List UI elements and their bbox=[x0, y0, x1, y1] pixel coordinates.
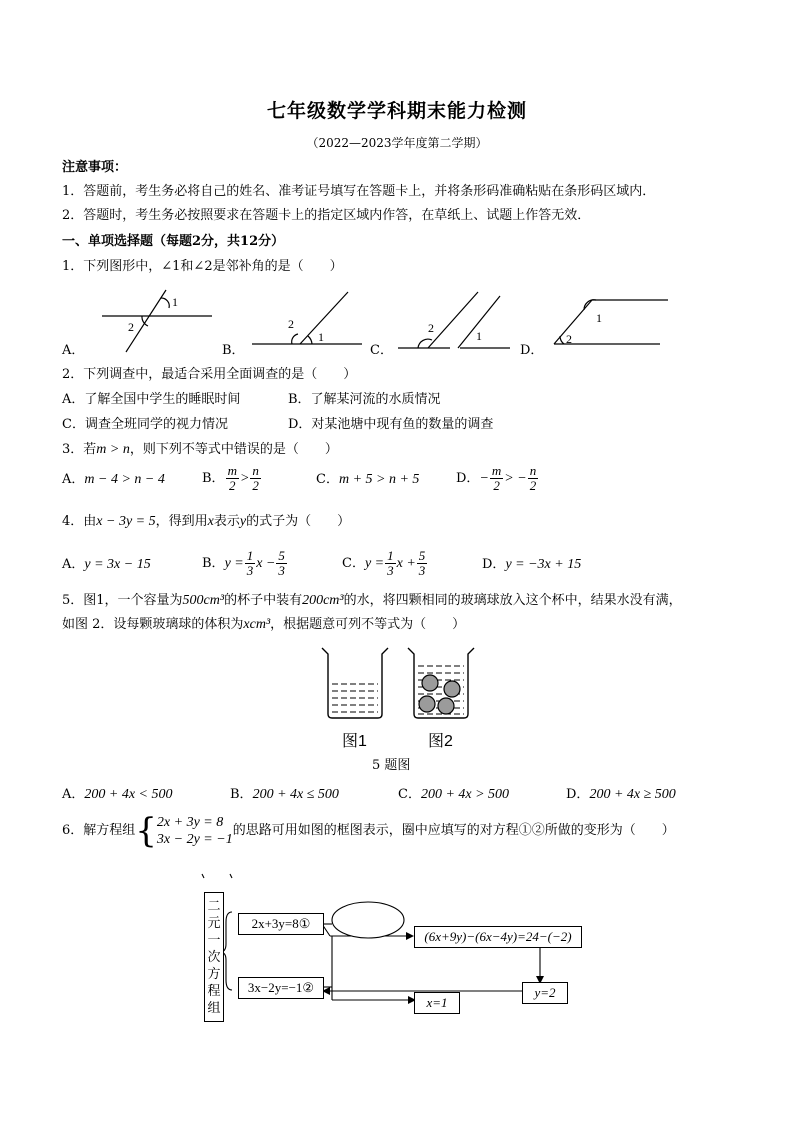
q6-eq1: 2x + 3y = 8 bbox=[156, 815, 224, 830]
q1-b-label-2: 2 bbox=[288, 317, 294, 331]
q4-option-c: C． y = $\frac{1}{3}$ x + $\frac{5}{3}$ bbox=[342, 548, 426, 578]
q6-flowchart-lines bbox=[196, 872, 596, 1032]
q5-option-b: B．200 + 4x ≤ 500 bbox=[230, 787, 339, 802]
page-title: 七年级数学学科期末能力检测 bbox=[266, 100, 527, 122]
q3-option-c: C．m + 5 > n + 5 bbox=[316, 472, 420, 487]
notes-item-1: 1．答题前，考生务必将自己的姓名、准考证号填写在答题卡上，并将条形码准确粘贴在条形码区域内． bbox=[62, 184, 656, 199]
q2-option-c: C．调查全班同学的视力情况 bbox=[62, 417, 228, 432]
notes-heading: 注意事项： bbox=[62, 160, 128, 175]
q2-option-b: B．了解某河流的水质情况 bbox=[288, 392, 441, 407]
notes-item-2: 2．答题时，考生务必按照要求在答题卡上的指定区域内作答，在草纸上、试题上作答无效． bbox=[62, 208, 591, 223]
q2-stem: 2．下列调查中，最适合采用全面调查的是（ ） bbox=[62, 367, 357, 382]
q6-box-eq1: 2x+3y=8① bbox=[238, 913, 324, 935]
q1-option-b: B． bbox=[222, 343, 245, 358]
q5-option-a: A．200 + 4x < 500 bbox=[62, 787, 173, 802]
q4-stem: 4．由x − 3y = 5，得到用x表示y的式子为（ ） bbox=[62, 514, 351, 529]
q1-option-c: C． bbox=[370, 343, 393, 358]
q1-stem: 1．下列图形中，∠1和∠2是邻补角的是（ ） bbox=[62, 259, 343, 274]
q3-stem: 3．若m > n，则下列不等式中错误的是（ ） bbox=[62, 442, 338, 457]
q5-cups-figure bbox=[316, 644, 486, 724]
q3-option-d: D． − $\frac{m}{2}$ > − $\frac{n}{2}$ bbox=[456, 463, 537, 493]
q6-eq2: 3x − 2y = −1 bbox=[156, 832, 233, 847]
q6-box-x: x=1 bbox=[414, 992, 460, 1014]
q4-option-b: B． y = $\frac{1}{3}$ x − $\frac{5}{3}$ bbox=[202, 548, 285, 578]
section-heading-1: 一、单项选择题（每题2分，共12分） bbox=[62, 234, 285, 249]
page-subtitle: （2022—2023学年度第二学期） bbox=[306, 136, 488, 150]
q5-option-c: C．200 + 4x > 500 bbox=[398, 787, 510, 802]
q3-condition: m > n bbox=[96, 442, 130, 457]
q6-side-label: 二 元 一 次 方 程 组 bbox=[204, 892, 224, 1022]
q2-option-d: D．对某池塘中现有鱼的数量的调查 bbox=[288, 417, 494, 432]
q1-c-label-1: 1 bbox=[476, 329, 482, 343]
q1-figures bbox=[60, 286, 740, 360]
q1-b-label-1: 1 bbox=[318, 330, 324, 344]
q1-c-label-2: 2 bbox=[428, 321, 434, 335]
q6-box-combined: (6x+9y)−(6x−4y)=24−(−2) bbox=[414, 926, 582, 948]
q6-box-eq2: 3x−2y=−1② bbox=[238, 977, 324, 999]
q1-a-label-1: 1 bbox=[172, 295, 178, 309]
q5-line-1: 5．图1，一个容量为500cm³的杯子中装有200cm³的水，将四颗相同的玻璃球放入这个杯中，结果水没有满， bbox=[62, 593, 682, 608]
q1-a-label-2: 2 bbox=[128, 320, 134, 334]
q4-option-a: A．y = 3x − 15 bbox=[62, 557, 151, 572]
q3-option-b: B． $\frac{m}{2}$ > $\frac{n}{2}$ bbox=[202, 463, 259, 493]
q2-option-a: A．了解全国中学生的睡眠时间 bbox=[62, 392, 241, 407]
q5-option-d: D．200 + 4x ≥ 500 bbox=[566, 787, 676, 802]
q4-option-d: D．y = −3x + 15 bbox=[482, 557, 582, 572]
q1-d-label-1: 1 bbox=[596, 311, 602, 325]
q5-fig1-label: 图1 bbox=[342, 733, 367, 750]
q5-line-2: 如图 2．设每颗玻璃球的体积为xcm³，根据题意可列不等式为（ ） bbox=[62, 617, 466, 632]
q3-option-a: A．m − 4 > n − 4 bbox=[62, 472, 165, 487]
q1-option-a: A． bbox=[62, 343, 85, 358]
q6-blank-ellipse bbox=[332, 902, 404, 938]
q6-box-y: y=2 bbox=[522, 982, 568, 1004]
q5-fig2-label: 图2 bbox=[428, 733, 453, 750]
q1-d-label-2: 2 bbox=[566, 332, 572, 346]
q5-caption: 5 题图 bbox=[372, 758, 411, 773]
q1-option-d: D． bbox=[520, 343, 544, 358]
q6-stem: 6．解方程组 { 2x + 3y = 8 3x − 2y = −1 的思路可用如图的框图表示，圈中应填写的对方程①②所做的变形为（ ） bbox=[62, 811, 675, 851]
